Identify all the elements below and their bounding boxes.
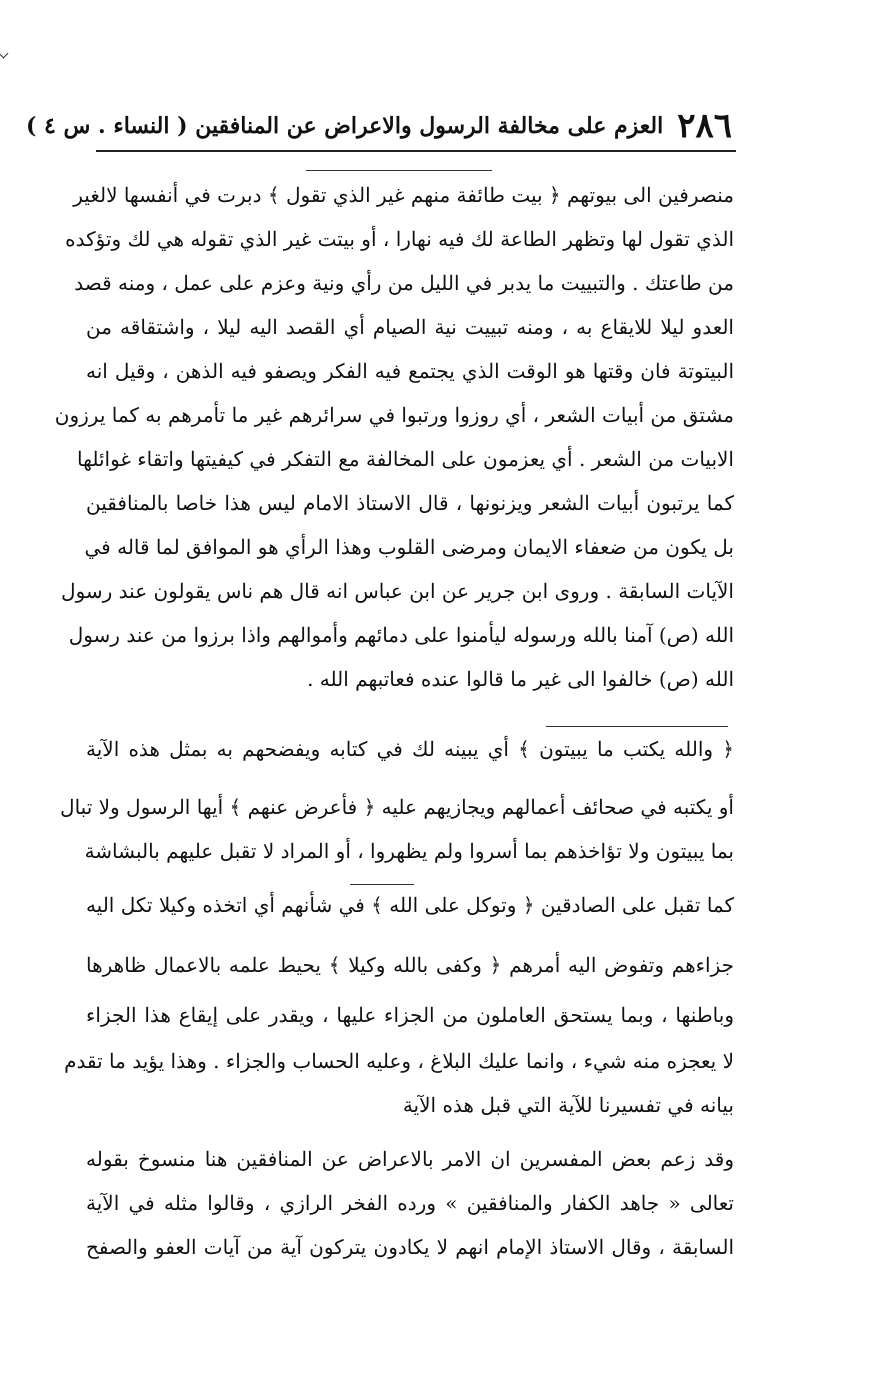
text-line: من طاعتك . والتبييت ما يدبر في الليل من رأي ونية وعزم على عمل ، ومنه قصد <box>74 271 734 295</box>
text-line: أو يكتبه في صحائف أعمالهم ويجازيهم عليه ﴿ فأعرض عنهم ﴾ أيها الرسول ولا تبال <box>60 795 734 819</box>
page-header <box>25 104 732 148</box>
text-line: الابيات من الشعر . أي يعزمون على المخالفة مع التفكر في كيفيتها واتقاء غوائلها <box>77 447 734 471</box>
text-line: ﴿ والله يكتب ما يبيتون ﴾ أي يبينه لك في كتابه ويفضحهم به بمثل هذه الآية <box>86 737 734 761</box>
verse-overline <box>306 170 492 171</box>
text-line: كما تقبل على الصادقين ﴿ وتوكل على الله ﴾ في شأنهم أي اتخذه وكيلا تكل اليه <box>85 893 734 917</box>
text-line: السابقة ، وقال الاستاذ الإمام انهم لا يكادون يتركون آية من آيات العفو والصفح <box>86 1235 734 1259</box>
verse-overline <box>546 726 728 727</box>
text-line: الله (ص) آمنا بالله ورسوله ليأمنوا على دمائهم وأموالهم واذا برزوا من عند رسول <box>68 623 734 647</box>
text-line: البيتوتة فان وقتها هو الوقت الذي يجتمع فيه الفكر ويصفو فيه الذهن ، وقيل انه <box>86 359 734 383</box>
text-line: وباطنها ، وبما يستحق العاملون من الجزاء عليها ، ويقدر على إيقاع هذا الجزاء <box>86 1003 734 1027</box>
text-line: جزاءهم وتفوض اليه أمرهم ﴿ وكفى بالله وكيلا ﴾ يحيط علمه بالاعمال ظاهرها <box>86 953 734 977</box>
header-rule <box>96 150 736 152</box>
verse-overline <box>350 884 414 885</box>
text-line: بيانه في تفسيرنا للآية التي قبل هذه الآية <box>402 1093 734 1117</box>
running-title: العزم على مخالفة الرسول والاعراض عن المنافقين ( النساء . س ٤ ) <box>25 113 664 139</box>
text-line: بما يبيتون ولا تؤاخذهم بما أسروا ولم يظهروا ، أو المراد لا تقبل عليهم بالبشاشة <box>84 839 734 863</box>
margin-mark <box>0 49 8 59</box>
text-line: منصرفين الى بيوتهم ﴿ بيت طائفة منهم غير الذي تقول ﴾ دبرت في أنفسها لالغير <box>73 183 734 207</box>
text-line: العدو ليلا للايقاع به ، ومنه تبييت نية الصيام أي القصد اليه ليلا ، واشتقاقه من <box>86 315 734 339</box>
text-line: الآيات السابقة . وروى ابن جرير عن ابن عباس انه قال هم ناس يقولون عند رسول <box>61 579 734 603</box>
text-line: تعالى « جاهد الكفار والمنافقين » ورده الفخر الرازي ، وقالوا مثله في الآية <box>86 1191 734 1215</box>
text-line: كما يرتبون أبيات الشعر ويزنونها ، قال الاستاذ الامام ليس هذا خاصا بالمنافقين <box>86 491 734 515</box>
text-line: لا يعجزه منه شيء ، وانما عليك البلاغ ، وعليه الحساب والجزاء . وهذا يؤيد ما تقدم <box>64 1049 734 1073</box>
page-number: ٢٨٦ <box>677 106 732 146</box>
text-line: بل يكون من ضعفاء الايمان ومرضى القلوب وهذا الرأي هو الموافق لما قاله في <box>84 535 734 559</box>
text-line: وقد زعم بعض المفسرين ان الامر بالاعراض عن المنافقين هنا منسوخ بقوله <box>86 1147 734 1171</box>
text-line: الذي تقول لها وتظهر الطاعة لك فيه نهارا ، أو بيتت غير الذي تقوله هي لك وتؤكده <box>65 227 734 251</box>
text-line: الله (ص) خالفوا الى غير ما قالوا عنده فعاتبهم الله . <box>307 667 734 691</box>
text-line: مشتق من أبيات الشعر ، أي روزوا ورتبوا في سرائرهم غير ما تأمرهم به كما يرزون <box>54 403 734 427</box>
